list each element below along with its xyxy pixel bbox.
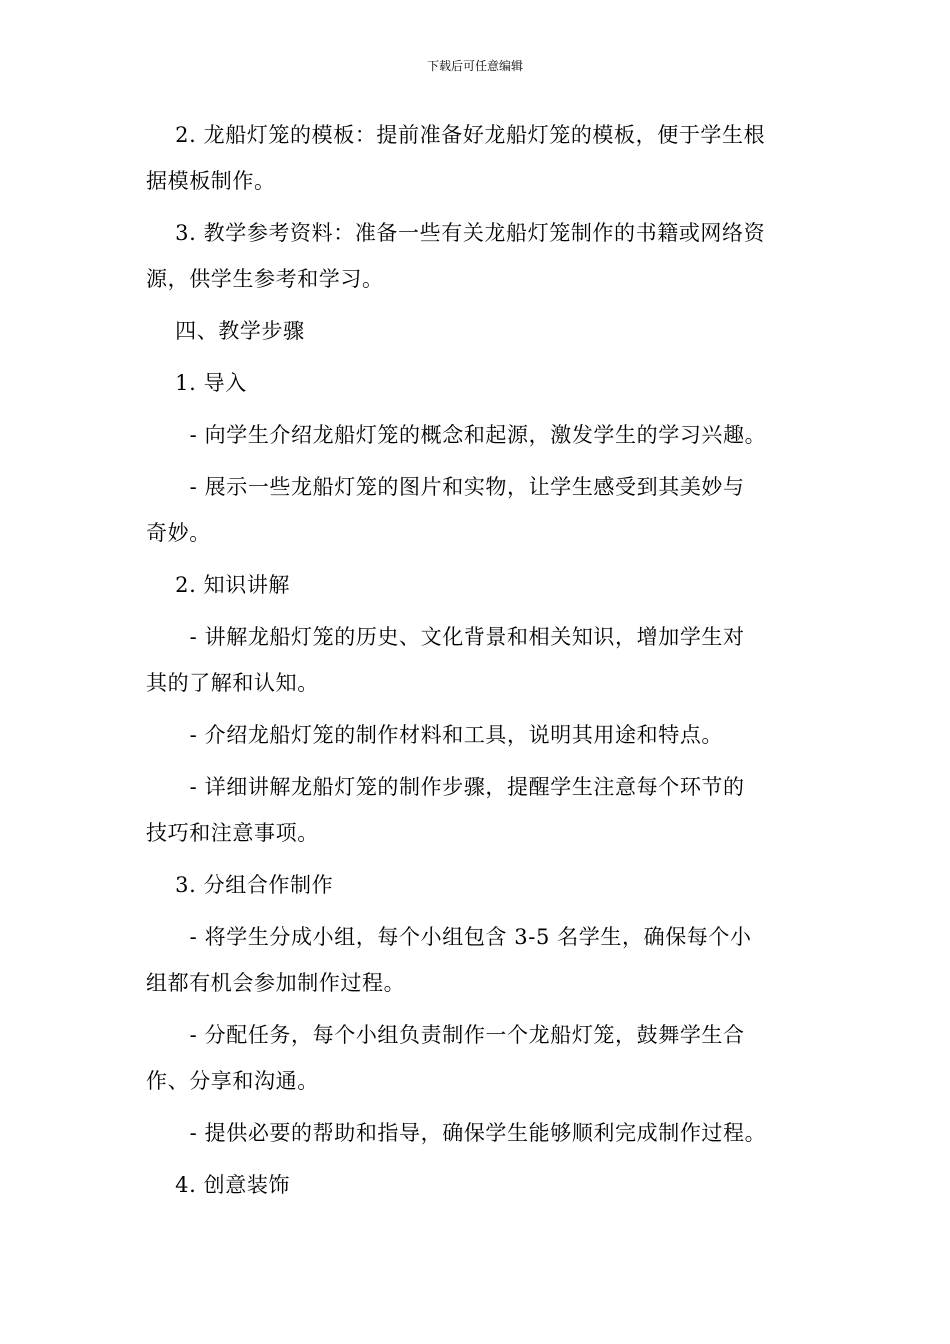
bullet-show-pictures xyxy=(146,464,810,556)
bullet-form-groups xyxy=(146,914,810,1006)
step-heading-creative-decoration: 4. 创意装饰 xyxy=(146,1173,291,1197)
line-1: - 讲解龙船灯笼的历史、文化背景和相关知识，增加学生对 xyxy=(146,625,745,649)
line-1: - 将学生分成小组，每个小组包含 3-5 名学生，确保每个小 xyxy=(146,925,752,949)
line-2: 奇妙。 xyxy=(146,521,211,545)
paragraph-reference-materials xyxy=(146,210,810,302)
line-2: 源，供学生参考和学习。 xyxy=(146,267,384,291)
section-heading-teaching-steps: 四、教学步骤 xyxy=(146,319,305,343)
line-1: 3. 教学参考资料：准备一些有关龙船灯笼制作的书籍或网络资 xyxy=(146,221,766,245)
line-1: - 展示一些龙船灯笼的图片和实物，让学生感受到其美妙与 xyxy=(146,475,745,499)
bullet-provide-help: - 提供必要的帮助和指导，确保学生能够顺利完成制作过程。 xyxy=(146,1121,767,1145)
line-1: 2. 龙船灯笼的模板：提前准备好龙船灯笼的模板，便于学生根 xyxy=(146,123,766,147)
bullet-assign-tasks xyxy=(146,1012,810,1104)
line-1: - 分配任务，每个小组负责制作一个龙船灯笼，鼓舞学生合 xyxy=(146,1023,745,1047)
line-2: 其的了解和认知。 xyxy=(146,671,319,695)
line-1: - 详细讲解龙船灯笼的制作步骤，提醒学生注意每个环节的 xyxy=(146,775,745,799)
step-heading-introduction: 1. 导入 xyxy=(146,371,247,395)
line-2: 组都有机会参加制作过程。 xyxy=(146,971,406,995)
step-heading-knowledge: 2. 知识讲解 xyxy=(146,573,291,597)
step-heading-group-work: 3. 分组合作制作 xyxy=(146,873,334,897)
bullet-introduce-concept: - 向学生介绍龙船灯笼的概念和起源，激发学生的学习兴趣。 xyxy=(146,423,767,447)
document-body xyxy=(146,112,810,1208)
line-2: 作、分享和沟通。 xyxy=(146,1069,319,1093)
bullet-explain-history xyxy=(146,614,810,706)
page-header: 下载后可任意编辑 xyxy=(426,59,523,73)
line-2: 技巧和注意事项。 xyxy=(146,821,319,845)
line-2: 据模板制作。 xyxy=(146,169,276,193)
paragraph-template-item xyxy=(146,112,810,204)
bullet-introduce-materials: - 介绍龙船灯笼的制作材料和工具，说明其用途和特点。 xyxy=(146,723,724,747)
bullet-explain-steps xyxy=(146,764,810,856)
